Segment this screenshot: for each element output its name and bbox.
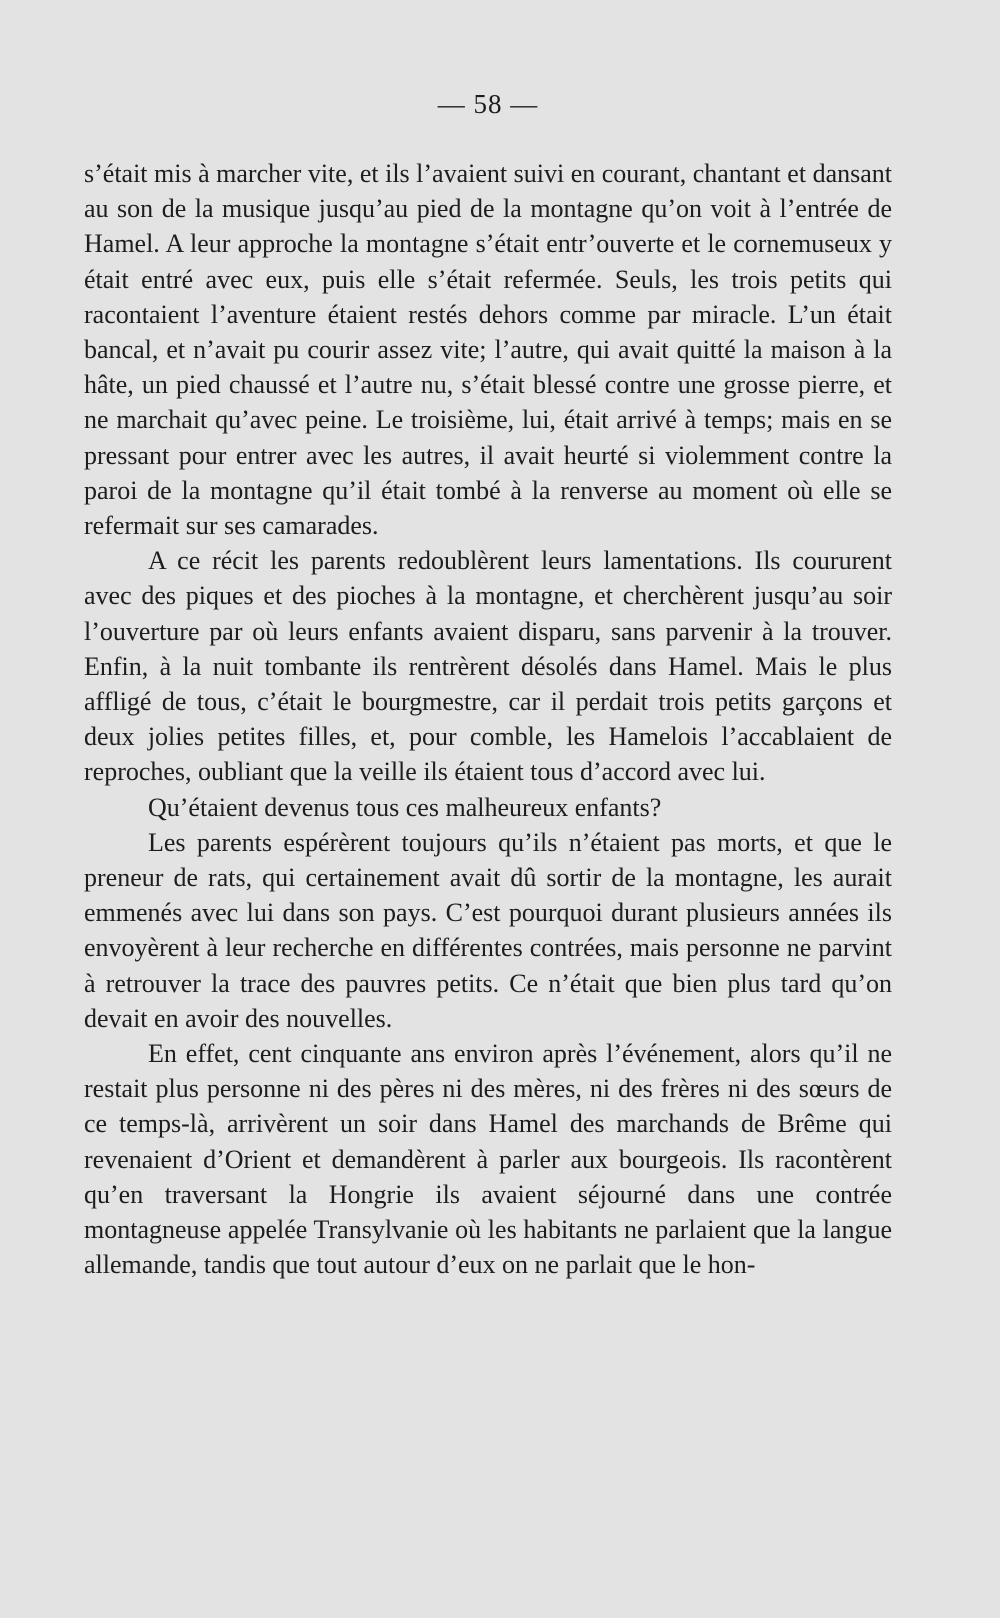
paragraph-1: s’était mis à marcher vite, et ils l’avaient suivi en courant, chantant et dansant au son de la musique jusqu’au pied de la montagne qu’on voit à l’entrée de Hamel. A leur approche la montagne s’était entr’ouverte et le cornemuseux y était entré avec eux, puis elle s’était refermée. Seuls, les trois petits qui racontaient l’aventure étaient restés dehors comme par miracle. L’un était bancal, et n’avait pu courir assez vite; l’autre, qui avait quitté la maison à la hâte, un pied chaussé et l’autre nu, s’était blessé contre une grosse pierre, et ne marchait qu’avec peine. Le troisième, lui, était arrivé à temps; mais en se pressant pour entrer avec les autres, il avait heurté si violemment contre la paroi de la montagne qu’il était tombé à la renverse au moment où elle se refermait sur ses camarades. xyxy=(84,159,892,541)
paragraph-3: Qu’étaient devenus tous ces malheureux enfants? xyxy=(148,792,662,822)
paragraph-4: Les parents espérèrent toujours qu’ils n’étaient pas morts, et que le preneur de rats, qui certainement avait dû sortir de la montagne, les aurait emmenés avec lui dans son pays. C’est pourquoi durant plusieurs années ils envoyèrent à leur recherche en différentes contrées, mais personne ne parvint à retrouver la trace des pauvres petits. Ce n’était que bien plus tard qu’on devait en avoir des nouvelles. xyxy=(84,827,892,1033)
paragraph-2: A ce récit les parents redoublèrent leurs lamentations. Ils coururent avec des piques et des pioches à la montagne, et cherchèrent jusqu’au soir l’ouverture par où leurs enfants avaient disparu, sans parvenir à la trouver. Enfin, à la nuit tombante ils rentrèrent désolés dans Hamel. Mais le plus affligé de tous, c’était le bourgmestre, car il perdait trois petits garçons et deux jolies petites filles, et, pour comble, les Hamelois l’accablaient de reproches, oubliant que la veille ils étaient tous d’accord avec lui. xyxy=(84,546,892,787)
page-number: — 58 — xyxy=(437,89,539,119)
paragraph-5: En effet, cent cinquante ans environ après l’événement, alors qu’il ne restait plus personne ni des pères ni des mères, ni des frères ni des sœurs de ce temps-là, arrivèrent un soir dans Hamel des marchands de Brême qui revenaient d’Orient et demandèrent à parler aux bourgeois. Ils racontèrent qu’en traversant la Hongrie ils avaient séjourné dans une contrée montagneuse appelée Transylvanie où les habitants ne parlaient que la langue allemande, tandis que tout autour d’eux on ne parlait que le hon- xyxy=(84,1039,892,1280)
